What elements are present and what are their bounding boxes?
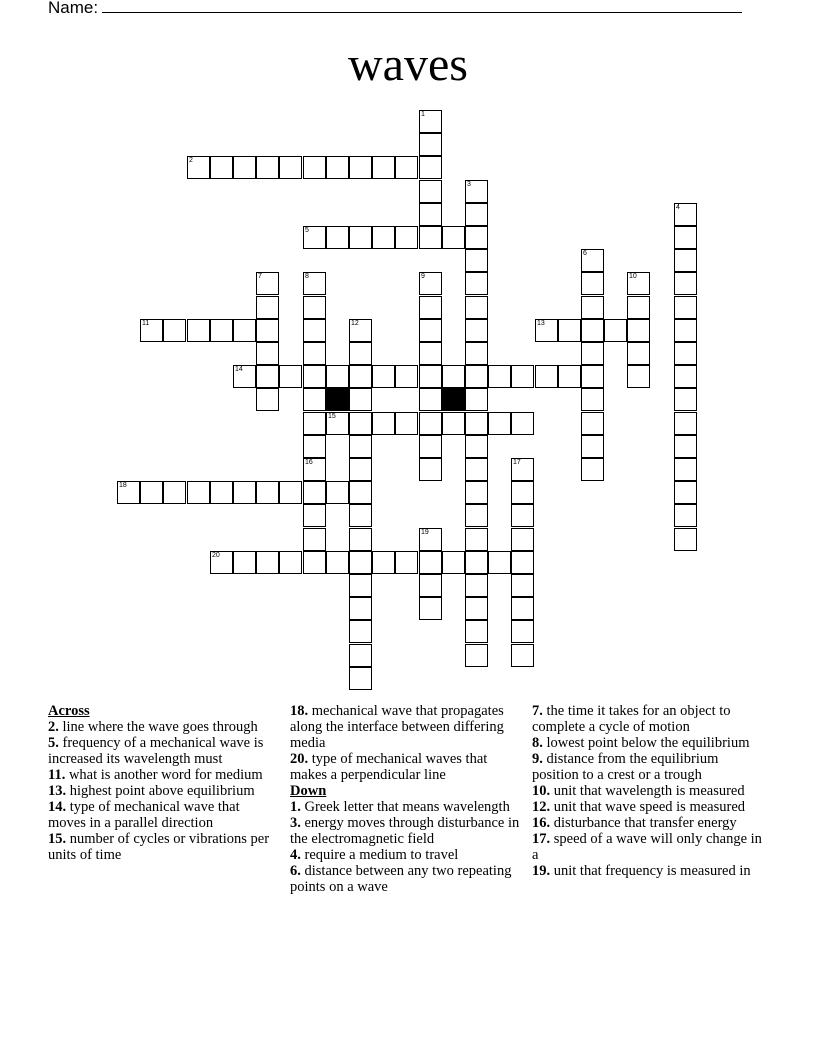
grid-cell[interactable]	[465, 249, 488, 272]
grid-cell[interactable]	[465, 481, 488, 504]
grid-cell[interactable]	[349, 551, 372, 574]
grid-cell[interactable]	[674, 504, 697, 527]
clue-down-8: 8. lowest point below the equilibrium	[532, 735, 750, 751]
grid-cell[interactable]	[442, 365, 465, 388]
grid-cell[interactable]	[349, 574, 372, 597]
grid-cell[interactable]	[674, 342, 697, 365]
clue-number: 13	[537, 320, 545, 327]
grid-cell[interactable]	[395, 156, 418, 179]
grid-cell[interactable]	[511, 481, 534, 504]
grid-cell[interactable]	[326, 551, 349, 574]
grid-cell[interactable]	[674, 412, 697, 435]
grid-cell[interactable]	[210, 551, 233, 574]
grid-cell[interactable]	[349, 319, 372, 342]
grid-cell[interactable]	[465, 319, 488, 342]
clue-number: 5	[305, 227, 309, 234]
grid-cell[interactable]	[256, 551, 279, 574]
grid-cell[interactable]	[442, 412, 465, 435]
grid-cell[interactable]	[627, 365, 650, 388]
clue-down-4: 4. require a medium to travel	[290, 847, 459, 863]
grid-cell[interactable]	[674, 226, 697, 249]
grid-cell[interactable]	[256, 342, 279, 365]
grid-cell[interactable]	[303, 388, 326, 411]
grid-cell[interactable]	[256, 365, 279, 388]
grid-cell[interactable]	[465, 272, 488, 295]
grid-cell[interactable]	[303, 156, 326, 179]
clue-number: 10	[629, 273, 637, 280]
clue-number: 9	[421, 273, 425, 280]
down-heading: Down	[290, 783, 327, 799]
grid-cell[interactable]	[395, 412, 418, 435]
grid-cell[interactable]	[326, 226, 349, 249]
grid-cell[interactable]	[372, 551, 395, 574]
grid-cell[interactable]	[326, 365, 349, 388]
grid-cell[interactable]	[349, 435, 372, 458]
grid-cell[interactable]	[419, 319, 442, 342]
grid-cell[interactable]	[349, 365, 372, 388]
grid-cell[interactable]	[627, 296, 650, 319]
grid-cell[interactable]	[303, 319, 326, 342]
clue-across-13: 13. highest point above equilibrium	[48, 783, 255, 799]
grid-cell[interactable]	[627, 342, 650, 365]
clue-down-7: 7. the time it takes for an object to complete a cycle of motion	[532, 703, 731, 735]
grid-cell[interactable]	[488, 551, 511, 574]
grid-cell[interactable]	[511, 365, 534, 388]
grid-cell[interactable]	[511, 644, 534, 667]
grid-cell[interactable]	[419, 156, 442, 179]
grid-cell[interactable]	[674, 272, 697, 295]
grid-cell[interactable]	[349, 156, 372, 179]
grid-cell[interactable]	[511, 620, 534, 643]
clues-column-2	[290, 703, 520, 895]
grid-cell[interactable]	[419, 574, 442, 597]
clue-number: 1	[421, 111, 425, 118]
grid-cell[interactable]	[349, 667, 372, 690]
grid-cell[interactable]	[326, 481, 349, 504]
clue-across-15: 15. number of cycles or vibrations per units of time	[48, 831, 270, 863]
grid-cell[interactable]	[581, 342, 604, 365]
grid-cell[interactable]	[511, 574, 534, 597]
grid-cell[interactable]	[419, 180, 442, 203]
clue-number: 16	[305, 459, 313, 466]
grid-cell[interactable]	[674, 481, 697, 504]
grid-cell[interactable]	[303, 504, 326, 527]
grid-cell[interactable]	[419, 133, 442, 156]
grid-cell[interactable]	[535, 365, 558, 388]
clue-number: 19	[421, 529, 429, 536]
grid-cell[interactable]	[419, 110, 442, 133]
grid-cell[interactable]	[465, 458, 488, 481]
clue-down-19: 19. unit that frequency is measured in	[532, 863, 751, 879]
grid-cell[interactable]	[303, 551, 326, 574]
clue-number: 15	[328, 413, 336, 420]
grid-cell[interactable]	[395, 226, 418, 249]
clue-down-9: 9. distance from the equilibrium position to a crest or a trough	[532, 751, 719, 783]
grid-cell[interactable]	[488, 412, 511, 435]
grid-cell[interactable]	[465, 620, 488, 643]
grid-cell[interactable]	[465, 528, 488, 551]
clue-number: 11	[142, 320, 150, 327]
grid-cell[interactable]	[581, 458, 604, 481]
grid-cell[interactable]	[488, 365, 511, 388]
grid-cell[interactable]	[303, 412, 326, 435]
clue-number: 3	[467, 181, 471, 188]
grid-cell[interactable]	[419, 458, 442, 481]
grid-cell[interactable]	[581, 388, 604, 411]
grid-cell[interactable]	[349, 644, 372, 667]
grid-cell[interactable]	[233, 365, 256, 388]
grid-cell[interactable]	[233, 156, 256, 179]
grid-cell[interactable]	[303, 435, 326, 458]
grid-cell[interactable]	[349, 342, 372, 365]
grid-cell[interactable]	[511, 504, 534, 527]
grid-cell[interactable]	[604, 319, 627, 342]
grid-cell[interactable]	[187, 481, 210, 504]
clue-down-10: 10. unit that wavelength is measured	[532, 783, 745, 799]
grid-cell[interactable]	[349, 388, 372, 411]
grid-cell[interactable]	[442, 551, 465, 574]
clue-number: 14	[235, 366, 243, 373]
blocked-cell	[442, 388, 465, 411]
grid-cell[interactable]	[303, 296, 326, 319]
grid-cell[interactable]	[465, 296, 488, 319]
grid-cell[interactable]	[674, 388, 697, 411]
grid-cell[interactable]	[465, 226, 488, 249]
grid-cell[interactable]	[581, 272, 604, 295]
grid-cell[interactable]	[210, 481, 233, 504]
grid-cell[interactable]	[581, 365, 604, 388]
grid-cell[interactable]	[303, 458, 326, 481]
clue-down-12: 12. unit that wave speed is measured	[532, 799, 746, 815]
grid-cell[interactable]	[303, 342, 326, 365]
grid-cell[interactable]	[581, 319, 604, 342]
blocked-cell	[326, 388, 349, 411]
grid-cell[interactable]	[279, 365, 302, 388]
grid-cell[interactable]	[581, 296, 604, 319]
grid-cell[interactable]	[419, 226, 442, 249]
grid-cell[interactable]	[419, 272, 442, 295]
grid-cell[interactable]	[349, 504, 372, 527]
grid-cell[interactable]	[511, 412, 534, 435]
grid-cell[interactable]	[349, 458, 372, 481]
grid-cell[interactable]	[187, 156, 210, 179]
grid-cell[interactable]	[303, 272, 326, 295]
grid-cell[interactable]	[465, 551, 488, 574]
grid-cell[interactable]	[256, 319, 279, 342]
grid-cell[interactable]	[419, 597, 442, 620]
grid-cell[interactable]	[210, 319, 233, 342]
grid-cell[interactable]	[279, 551, 302, 574]
grid-cell[interactable]	[256, 388, 279, 411]
grid-cell[interactable]	[349, 597, 372, 620]
grid-cell[interactable]	[349, 620, 372, 643]
clue-down-16: 16. disturbance that transfer energy	[532, 815, 737, 831]
grid-cell[interactable]	[419, 551, 442, 574]
clue-across-20: 20. type of mechanical waves that makes a perpendicular line	[290, 751, 488, 783]
grid-cell[interactable]	[674, 249, 697, 272]
grid-cell[interactable]	[419, 528, 442, 551]
grid-cell[interactable]	[303, 481, 326, 504]
grid-cell[interactable]	[674, 528, 697, 551]
grid-cell[interactable]	[140, 319, 163, 342]
grid-cell[interactable]	[279, 156, 302, 179]
grid-cell[interactable]	[419, 296, 442, 319]
grid-cell[interactable]	[163, 481, 186, 504]
grid-cell[interactable]	[256, 481, 279, 504]
clue-number: 8	[305, 273, 309, 280]
grid-cell[interactable]	[535, 319, 558, 342]
across-heading: Across	[48, 703, 90, 719]
grid-cell[interactable]	[303, 226, 326, 249]
grid-cell[interactable]	[511, 528, 534, 551]
grid-cell[interactable]	[511, 458, 534, 481]
grid-cell[interactable]	[419, 388, 442, 411]
clue-number: 4	[676, 204, 680, 211]
grid-cell[interactable]	[465, 365, 488, 388]
clue-down-3: 3. energy moves through disturbance in the electromagnetic field	[290, 815, 520, 847]
grid-cell[interactable]	[303, 365, 326, 388]
grid-cell[interactable]	[210, 156, 233, 179]
grid-cell[interactable]	[256, 296, 279, 319]
grid-cell[interactable]	[349, 528, 372, 551]
grid-cell[interactable]	[465, 203, 488, 226]
grid-cell[interactable]	[674, 319, 697, 342]
grid-cell[interactable]	[233, 481, 256, 504]
grid-cell[interactable]	[627, 319, 650, 342]
grid-cell[interactable]	[581, 435, 604, 458]
grid-cell[interactable]	[419, 365, 442, 388]
grid-cell[interactable]	[627, 272, 650, 295]
grid-cell[interactable]	[372, 412, 395, 435]
grid-cell[interactable]	[233, 319, 256, 342]
grid-cell[interactable]	[419, 412, 442, 435]
grid-cell[interactable]	[419, 203, 442, 226]
grid-cell[interactable]	[233, 551, 256, 574]
grid-cell[interactable]	[581, 249, 604, 272]
grid-cell[interactable]	[140, 481, 163, 504]
grid-cell[interactable]	[674, 365, 697, 388]
clue-across-2: 2. line where the wave goes through	[48, 719, 258, 735]
grid-cell[interactable]	[279, 481, 302, 504]
grid-cell[interactable]	[465, 644, 488, 667]
clue-number: 17	[513, 459, 521, 466]
grid-cell[interactable]	[442, 226, 465, 249]
grid-cell[interactable]	[511, 597, 534, 620]
clue-number: 7	[258, 273, 262, 280]
grid-cell[interactable]	[256, 272, 279, 295]
grid-cell[interactable]	[581, 412, 604, 435]
grid-cell[interactable]	[465, 504, 488, 527]
clue-down-6: 6. distance between any two repeating points on a wave	[290, 863, 512, 895]
grid-cell[interactable]	[349, 481, 372, 504]
clue-down-17: 17. speed of a wave will only change in a	[532, 831, 762, 863]
grid-cell[interactable]	[558, 365, 581, 388]
clue-across-11: 11. what is another word for medium	[48, 767, 263, 783]
grid-cell[interactable]	[372, 156, 395, 179]
grid-cell[interactable]	[187, 319, 210, 342]
grid-cell[interactable]	[326, 156, 349, 179]
clue-number: 2	[189, 157, 193, 164]
clue-across-18: 18. mechanical wave that propagates along the interface between differing media	[290, 703, 504, 751]
grid-cell[interactable]	[303, 528, 326, 551]
grid-cell[interactable]	[674, 296, 697, 319]
clue-across-14: 14. type of mechanical wave that moves in a parallel direction	[48, 799, 240, 831]
name-label: Name:	[48, 0, 99, 17]
grid-cell[interactable]	[372, 226, 395, 249]
grid-cell[interactable]	[465, 435, 488, 458]
grid-cell[interactable]	[511, 551, 534, 574]
grid-cell[interactable]	[117, 481, 140, 504]
grid-cell[interactable]	[395, 365, 418, 388]
grid-cell[interactable]	[163, 319, 186, 342]
grid-cell[interactable]	[349, 226, 372, 249]
grid-cell[interactable]	[465, 597, 488, 620]
grid-cell[interactable]	[419, 342, 442, 365]
grid-cell[interactable]	[465, 574, 488, 597]
grid-cell[interactable]	[465, 342, 488, 365]
grid-cell[interactable]	[674, 458, 697, 481]
clue-number: 6	[583, 250, 587, 257]
clue-number: 12	[351, 320, 359, 327]
grid-cell[interactable]	[372, 365, 395, 388]
clue-number: 18	[119, 482, 127, 489]
grid-cell[interactable]	[256, 156, 279, 179]
grid-cell[interactable]	[419, 435, 442, 458]
grid-cell[interactable]	[326, 412, 349, 435]
puzzle-title: waves	[348, 38, 468, 91]
grid-cell[interactable]	[349, 412, 372, 435]
grid-cell[interactable]	[674, 435, 697, 458]
clues-column-1	[48, 703, 278, 863]
grid-cell[interactable]	[465, 388, 488, 411]
clue-number: 20	[212, 552, 220, 559]
grid-cell[interactable]	[558, 319, 581, 342]
grid-cell[interactable]	[674, 203, 697, 226]
grid-cell[interactable]	[465, 180, 488, 203]
clues-column-3	[532, 703, 762, 879]
grid-cell[interactable]	[395, 551, 418, 574]
grid-cell[interactable]	[465, 412, 488, 435]
clue-down-1: 1. Greek letter that means wavelength	[290, 799, 510, 815]
clue-across-5: 5. frequency of a mechanical wave is increased its wavelength must	[48, 735, 264, 767]
